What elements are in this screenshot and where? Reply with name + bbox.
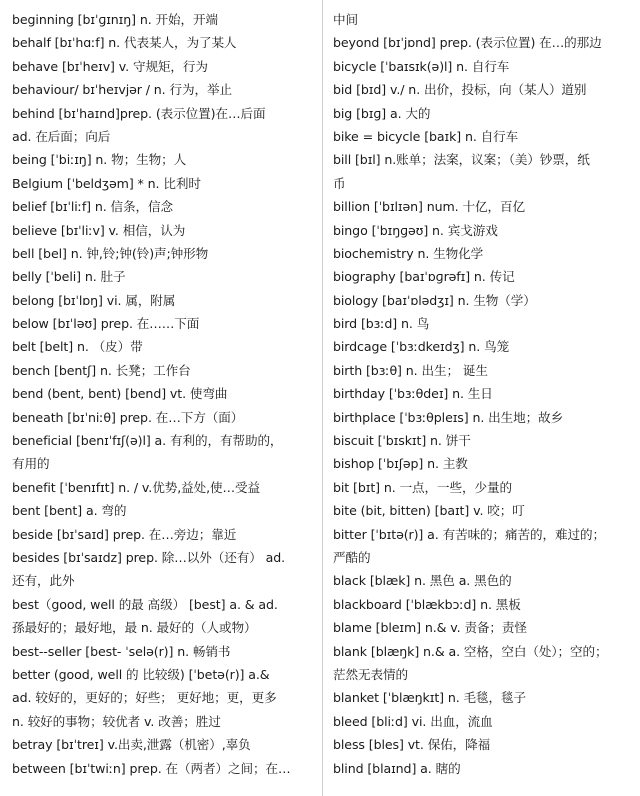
entry-line: bless [bles] vt. 保佑，降福	[333, 737, 491, 753]
entry-line: below [bɪˈləʊ] prep. 在……下面	[12, 316, 200, 332]
entry-line: bike = bicycle [baɪk] n. 自行车	[333, 128, 519, 144]
entry-line: Belgium [ˈbeldʒəm] * n. 比利时	[12, 175, 201, 191]
entry-line: better (good, well 的 比较级) [ˈbetə(r)] a.&	[12, 666, 270, 682]
entry-line: between [bɪˈtwiːn] prep. 在（两者）之间；在…	[12, 760, 291, 776]
entry-line: 币	[333, 175, 346, 191]
column-divider	[322, 0, 323, 796]
entry-line: best--seller [best- ˈselə(r)] n. 畅销书	[12, 643, 231, 659]
entry-line: bleed [bliːd] vi. 出血，流血	[333, 713, 493, 729]
entry-line: behind [bɪˈhaɪnd]prep. (表示位置)在…后面	[12, 105, 266, 121]
entry-line: bicycle [ˈbaɪsɪk(ə)l] n. 自行车	[333, 58, 510, 74]
entry-line: blank [blæŋk] n.& a. 空格，空白（处）；空的；	[333, 643, 608, 659]
entry-line: beneficial [benɪˈfɪʃ(ə)l] a. 有利的，有帮助的，	[12, 433, 283, 449]
entry-line: belt [belt] n. （皮）带	[12, 339, 143, 355]
entry-line: 还有，此外	[12, 573, 75, 589]
entry-line: bend (bent, bent) [bend] vt. 使弯曲	[12, 386, 228, 402]
entry-line: behaviour/ bɪˈheɪvjər / n. 行为，举止	[12, 82, 232, 98]
entry-line: 孫最好的；最好地，最 n. 最好的（人或物）	[12, 620, 257, 636]
entry-line: black [blæk] n. 黑色 a. 黑色的	[333, 573, 512, 589]
entry-line: n. 较好的事物；较优者 v. 改善；胜过	[12, 713, 221, 729]
entry-line: biography [baɪˈɒɡrəfɪ] n. 传记	[333, 269, 515, 285]
entry-line: billion [ˈbɪlɪən] num. 十亿，百亿	[333, 199, 525, 215]
entry-line: blackboard [ˈblækbɔːd] n. 黑板	[333, 596, 521, 612]
entry-line: behave [bɪˈheɪv] v. 守规矩，行为	[12, 58, 208, 74]
entry-line: blame [bleɪm] n.& v. 责备；责怪	[333, 620, 527, 636]
entry-line: ad. 在后面；向后	[12, 128, 111, 144]
left-column	[12, 8, 312, 780]
entry-line: benefit [ˈbenɪfɪt] n. / v.优势,益处,使…受益	[12, 479, 260, 495]
entry-line: bit [bɪt] n. 一点，一些，少量的	[333, 479, 513, 495]
entry-line: believe [bɪˈliːv] v. 相信，认为	[12, 222, 186, 238]
entry-line: beginning [bɪˈɡɪnɪŋ] n. 开始，开端	[12, 12, 219, 27]
entry-line: behalf [bɪˈhɑːf] n. 代表某人，为了某人	[12, 35, 237, 51]
entry-line: bingo [ˈbɪŋɡəʊ] n. 宾戈游戏	[333, 222, 498, 238]
entry-line: bent [bent] a. 弯的	[12, 503, 127, 519]
entry-line: 严酷的	[333, 549, 371, 565]
entry-line: bench [bentʃ] n. 长凳；工作台	[12, 362, 191, 378]
entry-line: big [bɪɡ] a. 大的	[333, 105, 431, 121]
entry-line: bite (bit, bitten) [baɪt] v. 咬；叮	[333, 503, 525, 519]
entry-line: betray [bɪˈtreɪ] v.出卖,泄露（机密）,辜负	[12, 737, 251, 753]
entry-line: blanket [ˈblæŋkɪt] n. 毛毯，毯子	[333, 690, 527, 706]
entry-line: belief [bɪˈliːf] n. 信条，信念	[12, 199, 174, 215]
entry-line: bid [bɪd] v./ n. 出价，投标，向（某人）道别	[333, 82, 587, 98]
entry-line: 茫然无表情的	[333, 666, 408, 682]
entry-line: beneath [bɪˈniːθ] prep. 在…下方（面）	[12, 409, 244, 425]
entry-line: birdcage [ˈbɜːdkeɪdʒ] n. 鸟笼	[333, 339, 510, 355]
entry-line: biochemistry n. 生物化学	[333, 245, 484, 261]
entry-line: beside [bɪˈsaɪd] prep. 在…旁边；靠近	[12, 526, 237, 542]
entry-line: blind [blaɪnd] a. 瞎的	[333, 760, 461, 776]
entry-line: belong [bɪˈlɒŋ] vi. 属，附属	[12, 292, 176, 308]
entry-line: bishop [ˈbɪʃəp] n. 主教	[333, 456, 468, 472]
entry-line: best（good, well 的最 高级） [best] a. & ad.	[12, 596, 278, 612]
entry-line: bird [bɜːd] n. 鸟	[333, 316, 430, 332]
entry-line: being [ˈbiːɪŋ] n. 物；生物；人	[12, 152, 187, 168]
right-column	[333, 8, 633, 780]
entry-line: 中间	[333, 12, 358, 27]
entry-line: bill [bɪl] n.账单；法案，议案；（美）钞票，纸	[333, 152, 590, 168]
entry-line: 有用的	[12, 456, 50, 472]
entry-line: birthplace [ˈbɜːθpleɪs] n. 出生地；故乡	[333, 409, 564, 425]
entry-line: ad. 较好的，更好的；好些； 更好地；更，更多	[12, 690, 277, 706]
entry-line: bitter [ˈbɪtə(r)] a. 有苦味的；痛苦的，难过的；	[333, 526, 605, 542]
entry-line: birth [bɜːθ] n. 出生； 诞生	[333, 362, 488, 378]
entry-line: besides [bɪˈsaɪdz] prep. 除…以外（还有） ad.	[12, 549, 286, 565]
entry-line: beyond [bɪˈjɒnd] prep. (表示位置) 在…的那边	[333, 35, 602, 51]
entry-line: birthday [ˈbɜːθdeɪ] n. 生日	[333, 386, 493, 402]
entry-line: belly [ˈbeli] n. 肚子	[12, 269, 126, 285]
entry-line: bell [bel] n. 钟,铃;钟(铃)声;钟形物	[12, 245, 209, 261]
entry-line: biology [baɪˈɒlədʒɪ] n. 生物（学）	[333, 292, 536, 308]
entry-line: biscuit [ˈbɪskɪt] n. 饼干	[333, 433, 471, 449]
